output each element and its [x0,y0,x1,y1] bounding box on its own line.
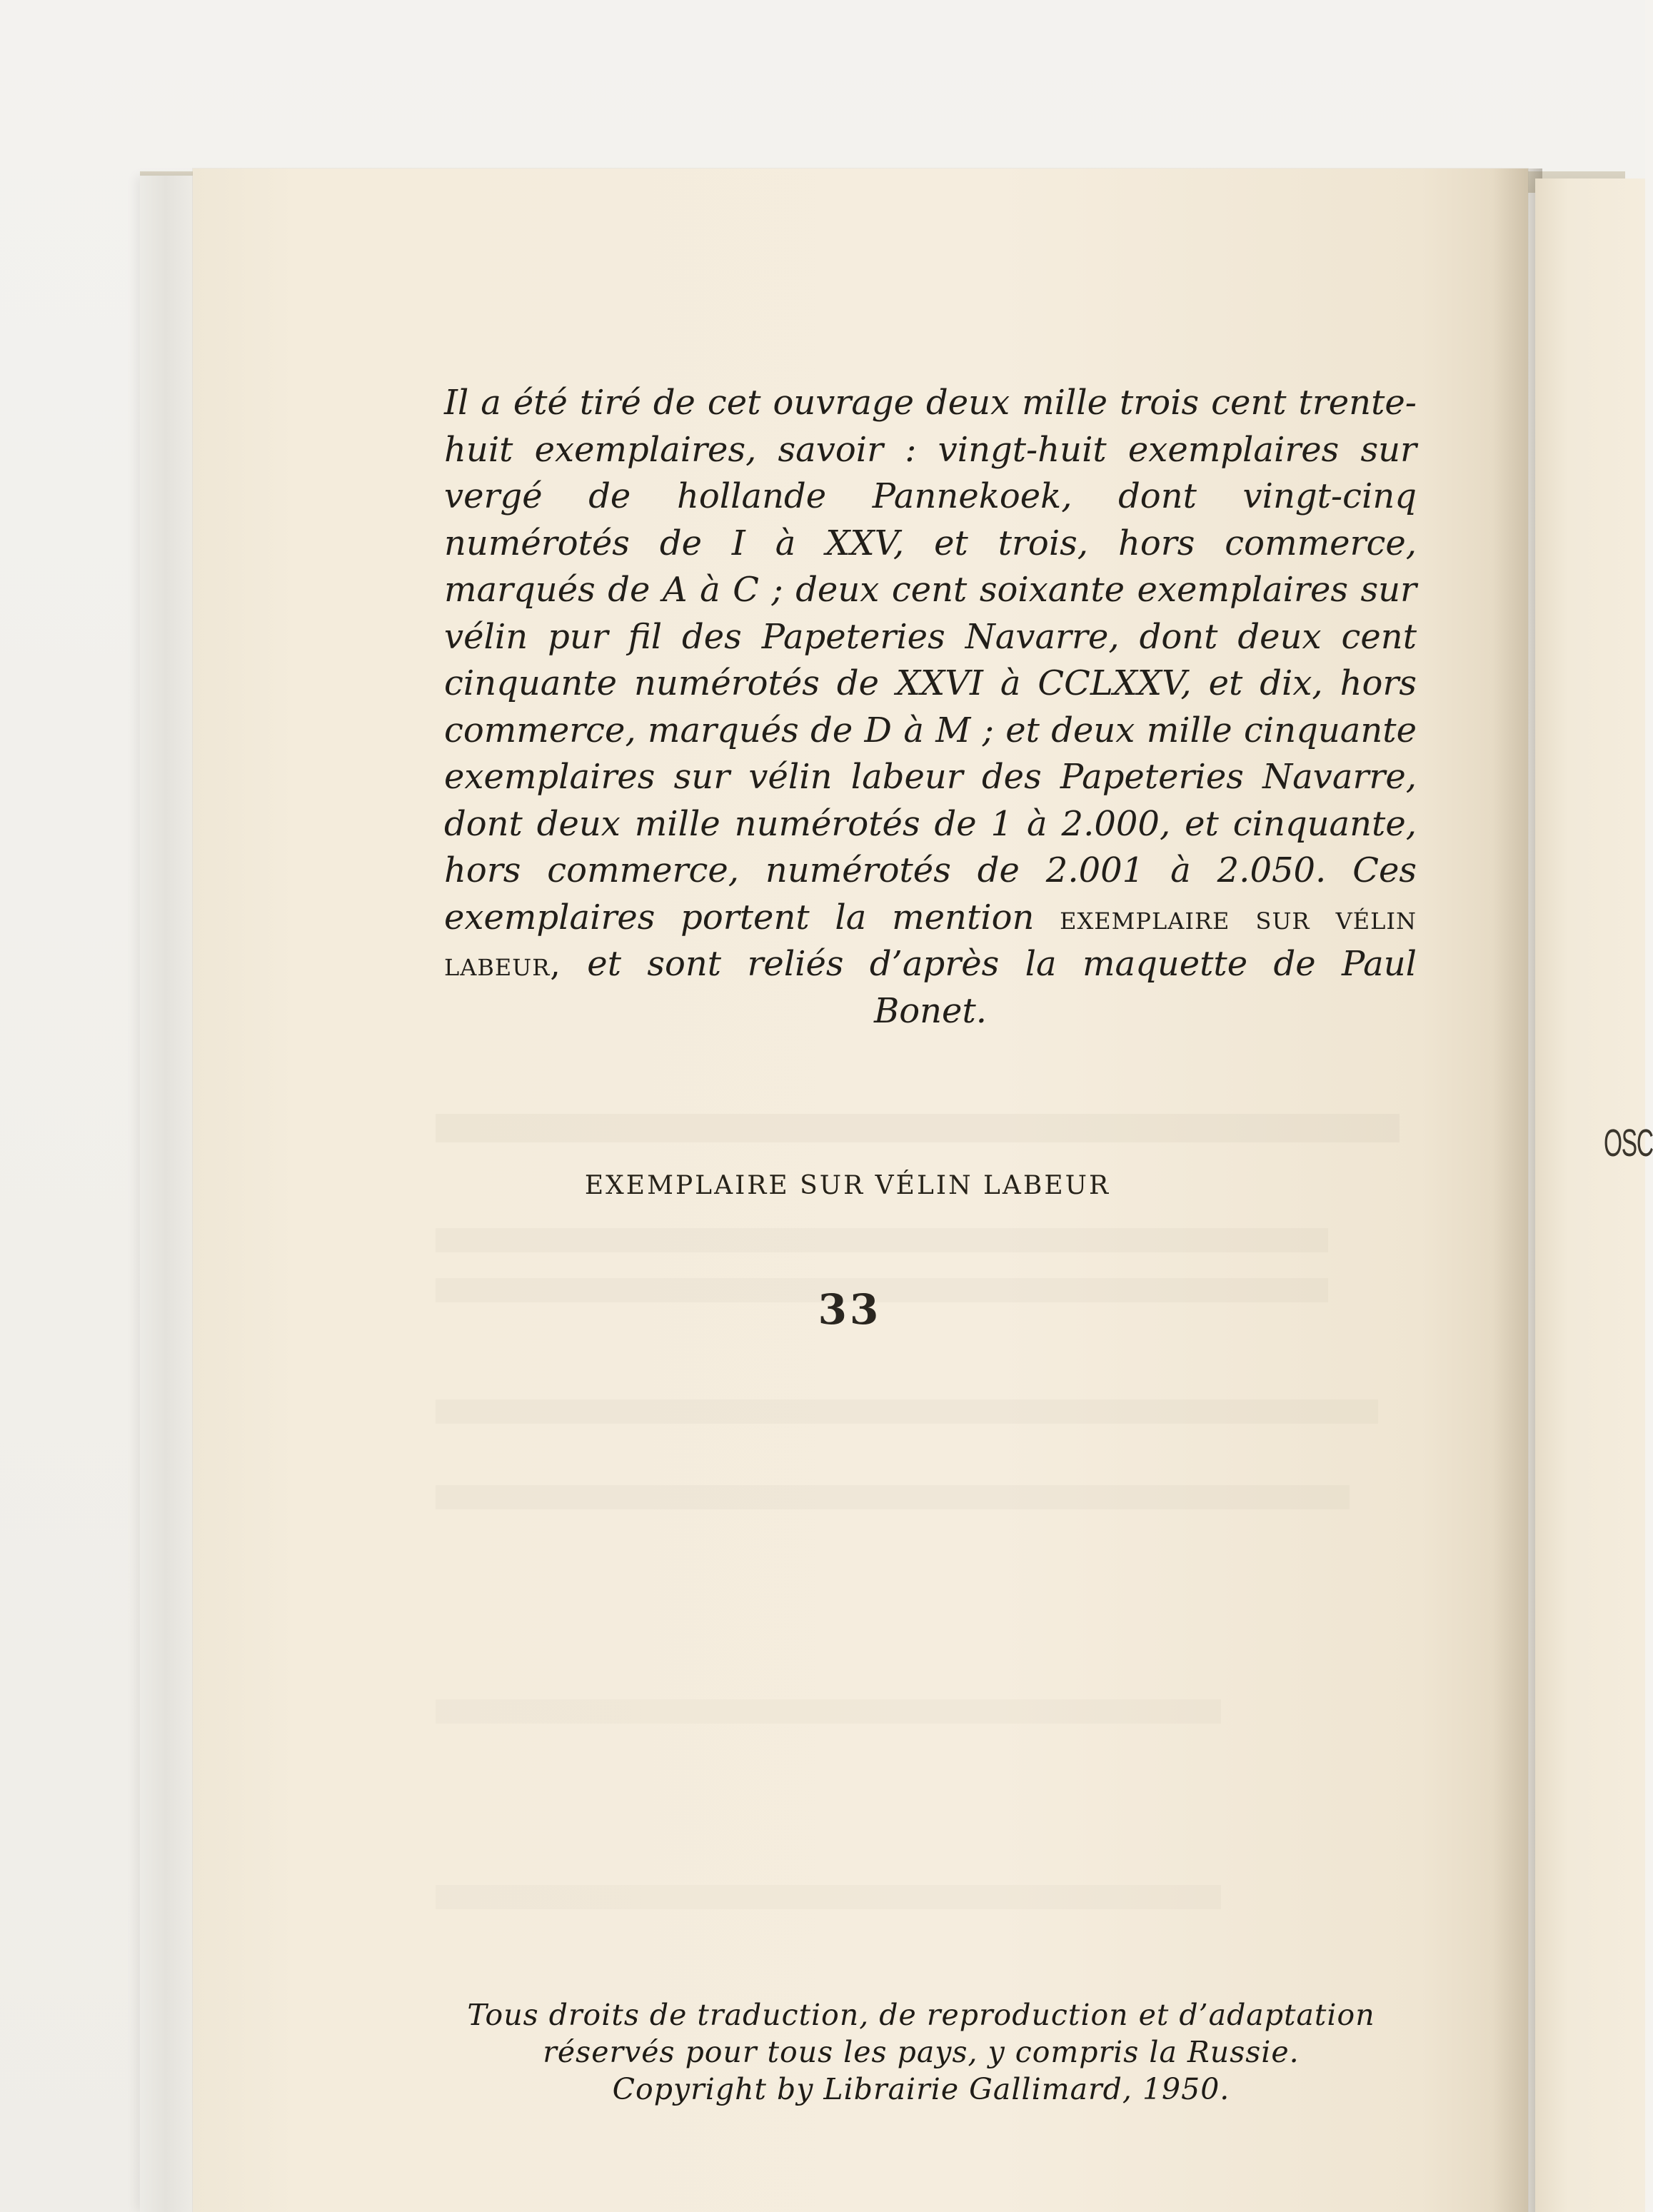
rights-line-1: Tous droits de traduction, de reproduction et d’adaptation [467,1998,1375,2032]
colophon-mention: exemplaire sur vélin labeur, [444,898,1417,983]
copyright-line: Copyright by Librairie Gallimard, 1950. [612,2072,1230,2106]
rights-line-2: réservés pour tous les pays, y compris la Russie. [543,2035,1300,2069]
copy-number: 33 [818,1285,882,1334]
colophon-paragraph [444,380,1417,1035]
right-page-text-fragment: OSC [1604,1122,1653,1165]
colophon-text: Il a été tiré de cet ouvrage deux mille trois cent trente-huit exemplaires, savoir : vingt-huit exemplaires sur vergé de hollande Pannekoek, dont vingt-cinq numérotés de I à XXV, et trois, hors commerce, marqués de A à C ; deux cent soixante exemplaires sur vélin pur fil des Papeteries Navarre, dont deux cent cinquante numérotés de XXVI à CCLXXV, et dix, hors commerce, marqués de D à M ; et deux mille cinquante exemplaires sur vélin labeur des Papeteries Navarre, dont deux mille numérotés de 1 à 2.000, et cinquante, hors commerce, numérotés de 2.001 à 2.050. Ces exemplaires portent la mention [444,383,1417,937]
rights-notice [421,1996,1421,2108]
edition-label: EXEMPLAIRE SUR VÉLIN LABEUR [584,1171,1111,1200]
colophon-text-end: et sont reliés d’après la maquette de Paul Bonet. [587,944,1417,1031]
